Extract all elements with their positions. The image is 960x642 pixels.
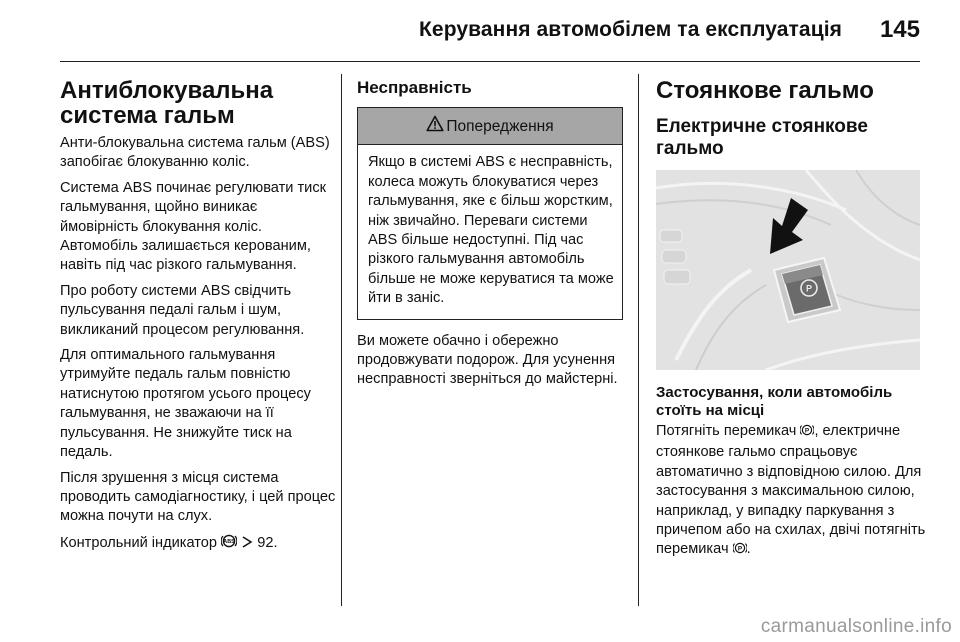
abs-indicator-icon	[221, 533, 237, 555]
page-reference[interactable]: 92.	[257, 534, 278, 551]
parking-brake-heading: Стоянкове гальмо	[656, 77, 874, 104]
warning-triangle-icon	[426, 115, 444, 137]
parking-text-c: .	[746, 541, 751, 558]
column-abs	[60, 74, 336, 561]
abs-heading: Антиблокувальна система гальм	[60, 77, 274, 129]
parking-brake-figure	[656, 170, 920, 370]
parking-brake-paragraph	[656, 422, 926, 562]
warning-box-header	[358, 108, 622, 145]
parking-brake-switch-icon	[733, 541, 747, 561]
column-malfunction	[357, 74, 627, 396]
svg-text:P: P	[737, 545, 742, 553]
electric-parking-brake-heading: Електричне стоянкове гальмо	[656, 116, 868, 159]
abs-paragraph-1: Анти-блокувальна система гальм (ABS) запобігає блокуванню коліс.	[60, 135, 330, 171]
parking-text-b: , електричне стоянкове гальмо спрацьовує автоматично з відповідною силою. Для застосування з максимальною силою, наприклад, у випадку паркування з причепом або на схилах, двічі потягніть перемикач	[656, 423, 926, 558]
warning-title: Попередження	[446, 117, 554, 135]
svg-text:P: P	[805, 283, 813, 294]
parking-brake-illustration	[656, 170, 920, 370]
warning-box	[357, 107, 623, 319]
applying-stationary-heading: Застосування, коли автомобіль стоїть на місці	[656, 384, 893, 419]
svg-text:P: P	[805, 427, 810, 435]
chapter-title: Керування автомобілем та експлуатація	[419, 18, 842, 41]
parking-text-a: Потягніть перемикач	[656, 423, 797, 439]
abs-paragraph-3: Про роботу системи ABS свідчить пульсування педалі гальм і шум, викликаний процесом регулювання.	[60, 282, 305, 338]
watermark: carmanualsonline.info	[760, 616, 952, 637]
warning-text: Якщо в системі ABS є несправність, колеса можуть блокуватися через гальмування, яке є більш жорстким, ніж звичайно. Переваги системи ABS більше недоступні. Під час різкого гальмування автомобіль більше не може керуватися та може йти в заніс.	[368, 154, 614, 307]
abs-paragraph-6	[60, 533, 336, 555]
indicator-text: Контрольний індикатор	[60, 534, 218, 551]
abs-paragraph-2: Система ABS починає регулювати тиск гальмування, щойно виникає ймовірність блокування коліс. Автомобіль залишається керованим, навіть під час різкого гальмування.	[60, 179, 327, 274]
svg-text:ABS: ABS	[223, 538, 235, 545]
malfunction-paragraph: Ви можете обачно і обережно продовжувати подорож. Для усунення несправності зверніться до майстерні.	[357, 332, 618, 388]
parking-brake-switch-icon	[800, 423, 814, 443]
column-parking-brake	[656, 74, 926, 568]
page-number: 145	[879, 16, 920, 43]
column-divider-1	[341, 74, 342, 606]
malfunction-heading: Несправність	[357, 78, 472, 97]
header-divider	[60, 61, 920, 62]
abs-paragraph-5: Після зрушення з місця система проводить самодіагностику, і цей процес можна почути на слух.	[60, 469, 336, 525]
page-header	[0, 0, 960, 62]
page-reference-arrow-icon	[241, 535, 253, 555]
abs-paragraph-4: Для оптимального гальмування утримуйте педаль гальм повністю натиснутою протягом усього процесу гальмування, не зважаючи на її пульсування. Не знижуйте тиск на педаль.	[60, 347, 311, 461]
column-divider-2	[638, 74, 639, 606]
